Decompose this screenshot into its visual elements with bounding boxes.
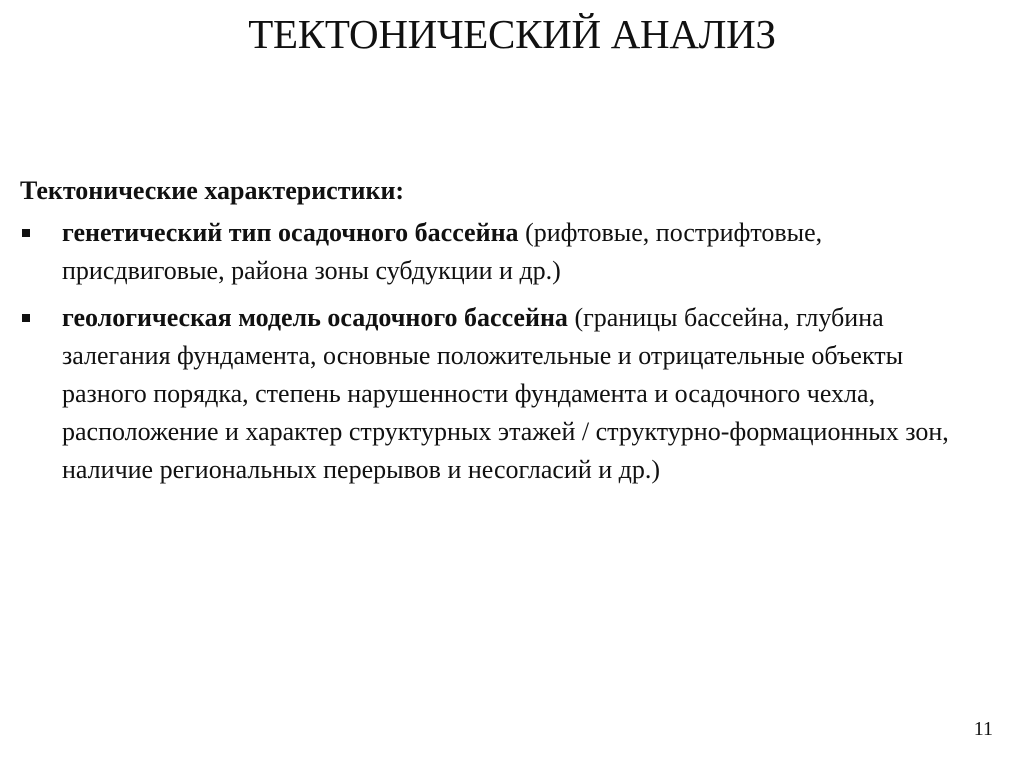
slide-content [20,172,980,498]
bullet-item-geological-model [20,299,980,489]
square-bullet-icon [22,314,30,322]
section-heading: Тектонические характеристики: [20,176,405,205]
bullet-term: геологическая модель осадочного бассейна [62,303,568,332]
bullet-term: генетический тип осадочного бассейна [62,218,519,247]
page-number: 11 [973,718,993,740]
bullet-text: (границы бассейна, глубина залегания фундамента, основные положительные и отрицательные объекты разного порядка, степень нарушенности фундамента и осадочного чехла, расположение и характер структурных этажей / структурно-формационных зон, наличие региональных перерывов и несогласий и др.) [62,303,949,484]
bullet-item-genetic-type [20,214,980,290]
bullet-list [20,214,980,489]
bullet-text: (рифтовые, пострифтовые, присдвиговые, района зоны субдукции и др.) [62,218,823,285]
square-bullet-icon [22,229,30,237]
slide-title: ТЕКТОНИЧЕСКИЙ АНАЛИЗ [248,11,776,57]
